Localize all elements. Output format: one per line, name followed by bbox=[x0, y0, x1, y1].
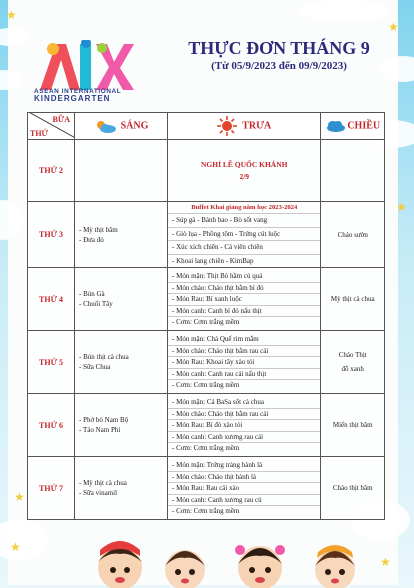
afternoon-cell bbox=[321, 202, 385, 268]
breakfast-item: - Bún thịt cà chua bbox=[79, 353, 129, 362]
lunch-item: - Món canh: Canh bí đỏ nấu thịt bbox=[168, 306, 320, 317]
breakfast-item: - Táo Nam Phi bbox=[79, 426, 121, 435]
lunch-cell bbox=[168, 268, 321, 331]
lunch-item: - Món Rau: Khoai tây xào tỏi bbox=[168, 357, 320, 368]
afternoon-cell bbox=[321, 457, 385, 520]
header-sang bbox=[75, 113, 168, 140]
cloud-icon bbox=[325, 120, 345, 132]
day-label: THỨ 2 bbox=[28, 140, 75, 202]
lunch-cell bbox=[168, 331, 321, 394]
menu-table bbox=[27, 112, 385, 520]
star-icon: ★ bbox=[10, 540, 21, 554]
aik-logo bbox=[36, 40, 134, 92]
lunch-item: - Cơm: Cơm trắng mềm bbox=[172, 506, 240, 515]
lunch-cell bbox=[168, 202, 321, 268]
header-sang-label: SÁNG bbox=[120, 120, 149, 132]
lunch-item: - Khoai lang chiên - KimBap bbox=[172, 256, 254, 265]
page-subtitle: (Từ 05/9/2023 đến 09/9/2023) bbox=[211, 60, 347, 72]
lunch-item: - Món cháo: Cháo thịt hành lá bbox=[168, 472, 320, 483]
lunch-item: - Cơm: Cơm trắng mềm bbox=[172, 380, 240, 389]
logo-caption bbox=[34, 88, 144, 102]
lunch-item: - Món cháo: Cháo thịt bằm bí đỏ bbox=[168, 283, 320, 294]
header-chieu-label: CHIỀU bbox=[347, 120, 381, 132]
holiday-date: 2/9 bbox=[239, 171, 250, 181]
lunch-item: - Món cháo: Cháo thịt bằm rau cải bbox=[168, 409, 320, 420]
lunch-item: - Món cháo: Cháo thịt bằm rau cải bbox=[168, 346, 320, 357]
logo-line1: ASEAN INTERNATIONAL bbox=[34, 88, 122, 95]
afternoon-item: đỗ xanh bbox=[341, 365, 364, 374]
breakfast-item: - Mỳ thịt cà chua bbox=[79, 479, 127, 488]
logo-line2: KINDERGARTEN bbox=[34, 94, 111, 103]
afternoon-item: Cháo thịt băm bbox=[332, 484, 373, 493]
day-label: THỨ 4 bbox=[28, 268, 75, 331]
afternoon-cell bbox=[321, 268, 385, 331]
afternoon-item: Miến thịt băm bbox=[332, 421, 373, 430]
lunch-item: - Xúc xích chiên - Cá viên chiên bbox=[168, 241, 320, 255]
holiday-cell bbox=[168, 140, 321, 202]
breakfast-item: - Mỳ thịt băm bbox=[79, 225, 118, 234]
lunch-item: - Món Rau: Bí xanh luộc bbox=[168, 294, 320, 305]
afternoon-cell bbox=[321, 331, 385, 394]
lunch-item: - Món mặn: Thịt Bò hầm củ quả bbox=[168, 271, 320, 282]
header-trua-label: TRƯA bbox=[242, 120, 272, 132]
breakfast-cell bbox=[75, 268, 168, 331]
afternoon-cell bbox=[321, 140, 385, 202]
cloud-decoration bbox=[300, 0, 390, 22]
lunch-item: - Món mặn: Chả Quế rim mắm bbox=[168, 334, 320, 345]
lunch-item: - Món mặn: Cá BaSa sốt cà chua bbox=[168, 397, 320, 408]
children-illustration bbox=[90, 528, 370, 588]
day-row bbox=[28, 331, 385, 394]
star-icon: ★ bbox=[396, 200, 407, 214]
lunch-item: - Cơm: Cơm trắng mềm bbox=[172, 317, 240, 326]
lunch-item: - Súp gà - Bánh bao - Bò sốt vang bbox=[168, 214, 320, 228]
breakfast-cell bbox=[75, 202, 168, 268]
header-row bbox=[28, 113, 385, 140]
breakfast-cell bbox=[75, 331, 168, 394]
sun-cloud-icon bbox=[94, 119, 116, 133]
day-row bbox=[28, 268, 385, 331]
header-bua: BỮA bbox=[52, 115, 70, 124]
breakfast-item: - Sữa Chua bbox=[79, 363, 111, 372]
day-label: THỨ 6 bbox=[28, 394, 75, 457]
sun-icon bbox=[217, 116, 237, 136]
day-label: THỨ 7 bbox=[28, 457, 75, 520]
breakfast-item: - Đưa đỏ bbox=[79, 235, 104, 244]
star-icon: ★ bbox=[6, 8, 17, 22]
page-title: THỰC ĐƠN THÁNG 9 bbox=[188, 38, 370, 58]
breakfast-item: - Sữa vinamil bbox=[79, 489, 118, 498]
corner-header bbox=[28, 113, 75, 140]
header-thu: THỨ bbox=[30, 129, 48, 138]
lunch-item: - Món Rau: Bí đỏ xào tỏi bbox=[168, 420, 320, 431]
day-label: THỨ 3 bbox=[28, 202, 75, 268]
lunch-cell bbox=[168, 457, 321, 520]
day-row bbox=[28, 140, 385, 202]
lunch-item: - Cơm: Cơm trắng mềm bbox=[172, 443, 240, 452]
star-icon: ★ bbox=[388, 20, 399, 34]
lunch-item: - Món mặn: Trứng tráng hành lá bbox=[168, 460, 320, 471]
header-chieu bbox=[321, 113, 385, 140]
breakfast-item: - Bún Gà bbox=[79, 290, 105, 299]
breakfast-cell bbox=[75, 140, 168, 202]
afternoon-item: Cháo sườn bbox=[337, 230, 368, 239]
lunch-item: - Món canh: Canh xương rau cải bbox=[168, 432, 320, 443]
afternoon-item: Mỳ thịt cà chua bbox=[330, 295, 375, 304]
day-label: THỨ 5 bbox=[28, 331, 75, 394]
lunch-cell bbox=[168, 394, 321, 457]
star-icon: ★ bbox=[380, 555, 391, 569]
day-row bbox=[28, 202, 385, 268]
afternoon-item: Cháo Thịt bbox=[338, 351, 367, 360]
afternoon-cell bbox=[321, 394, 385, 457]
header-trua bbox=[168, 113, 321, 140]
breakfast-cell bbox=[75, 457, 168, 520]
breakfast-item: - Phở bò Nam Bộ bbox=[79, 416, 129, 425]
day-row bbox=[28, 457, 385, 520]
buffet-title: Buffet Khai giảng năm học 2023-2024 bbox=[168, 202, 320, 214]
lunch-item: - Món canh: Canh xương rau củ bbox=[168, 495, 320, 506]
day-row bbox=[28, 394, 385, 457]
lunch-item: - Món canh: Canh rau cải nấu thịt bbox=[168, 369, 320, 380]
holiday-title: NGHỈ LỄ QUỐC KHÁNH bbox=[201, 159, 288, 169]
breakfast-cell bbox=[75, 394, 168, 457]
star-icon: ★ bbox=[14, 490, 25, 504]
breakfast-item: - Chuối Tây bbox=[79, 300, 113, 309]
lunch-item: - Giò lụa - Phồng tôm - Trứng cút luộc bbox=[168, 228, 320, 242]
lunch-item: - Món Rau: Rau cải xào bbox=[168, 483, 320, 494]
